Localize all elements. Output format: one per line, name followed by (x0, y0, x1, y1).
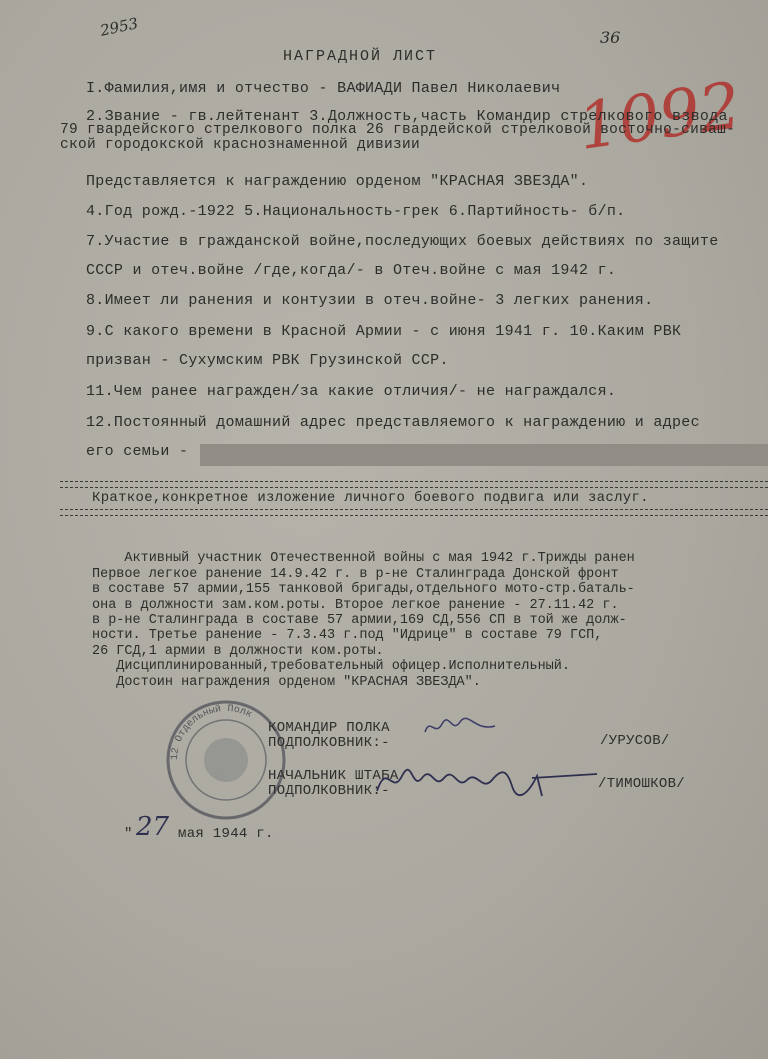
field-unit: 79 гвардейского стрелкового полка 26 гвардейской стрелковой восточно-сиваш- (60, 122, 736, 138)
narrative-line: Достоин награждения орденом "КРАСНАЯ ЗВЕЗДА". (92, 674, 481, 690)
date-day: 27 (136, 812, 170, 842)
svg-text:12 Отдельный Полк: 12 Отдельный Полк (169, 703, 254, 761)
chief-of-staff-rank: ПОДПОЛКОВНИК:- (268, 783, 390, 799)
commander-signature (420, 712, 500, 742)
narrative-line: Дисциплинированный,требовательный офицер.Исполнительный. (92, 659, 570, 675)
award-nomination: Представляется к награждению орденом "КРАСНАЯ ЗВЕЗДА". (86, 173, 589, 190)
divider (60, 481, 768, 488)
field-previous-awards: 11.Чем ранее награжден/за какие отличия/- не награждался. (86, 383, 617, 400)
field-name: I.Фамилия,имя и отчество - ВАФИАДИ Павел Николаевич (86, 80, 561, 97)
field-rank-position: 2.Звание - гв.лейтенант 3.Должность,часть Командир стрелкового взвода (86, 108, 728, 125)
field-address-cont: его семьи - (86, 443, 189, 460)
divider (60, 509, 768, 516)
commander-name: /УРУСОВ/ (600, 733, 670, 749)
red-handwritten-number: 1092 (573, 69, 746, 165)
field-address: 12.Постоянный домашний адрес представляемого к награждению и адрес (86, 414, 700, 431)
commander-title: КОМАНДИР ПОЛКА (268, 720, 390, 736)
narrative-line: Активный участник Отечественной войны с мая 1942 г.Трижды ранен (92, 551, 635, 567)
commander-rank: ПОДПОЛКОВНИК:- (268, 735, 390, 751)
field-war-participation-cont: СССР и отеч.войне /где,когда/- в Отеч.войне с мая 1942 г. (86, 262, 617, 279)
chief-of-staff-signature (372, 756, 602, 806)
date-rest: мая 1944 г. (178, 826, 274, 842)
narrative-line: в составе 57 армии,155 танковой бригады,отдельного мото-стр.баталь- (92, 582, 635, 598)
sheet-number: 36 (600, 28, 621, 47)
archive-number: 2953 (98, 14, 140, 40)
document-title: НАГРАДНОЙ ЛИСТ (283, 48, 438, 65)
field-service-since: 9.С какого времени в Красной Армии - с июня 1941 г. 10.Каким РВК (86, 323, 682, 340)
field-unit-cont: ской городокской краснознаменной дивизии (60, 137, 421, 153)
field-wounds: 8.Имеет ли ранения и контузии в отеч.войне- 3 легких ранения. (86, 292, 654, 309)
narrative-line: в р-не Сталинграда в составе 57 армии,169 СД,556 СП в той же долж- (92, 613, 627, 629)
round-stamp (163, 697, 289, 823)
narrative-line: ности. Третье ранение - 7.3.43 г.под "Идрице" в составе 79 ГСП, (92, 628, 603, 644)
narrative-line: 26 ГСД,1 армии в должности ком.роты. (92, 643, 384, 659)
field-birth-nationality: 4.Год рожд.-1922 5.Национальность-грек 6.Партийность- б/п. (86, 203, 626, 220)
narrative-line: она в должности зам.ком.роты. Второе легкое ранение - 27.11.42 г. (92, 597, 619, 613)
section-heading: Краткое,конкретное изложение личного боевого подвига или заслуг. (92, 490, 649, 506)
field-war-participation: 7.Участие в гражданской войне,последующих боевых действиях по защите (86, 233, 719, 250)
date-open-quote: " (124, 826, 133, 842)
narrative-line: Первое легкое ранение 14.9.42 г. в р-не Сталинграда Донской фронт (92, 566, 619, 582)
chief-of-staff-name: /ТИМОШКОВ/ (598, 776, 686, 792)
redaction-bar (200, 444, 768, 466)
chief-of-staff-title: НАЧАЛЬНИК ШТАБА (268, 768, 399, 784)
narrative (92, 536, 635, 705)
field-drafted-by: призван - Сухумским РВК Грузинской ССР. (86, 352, 449, 369)
